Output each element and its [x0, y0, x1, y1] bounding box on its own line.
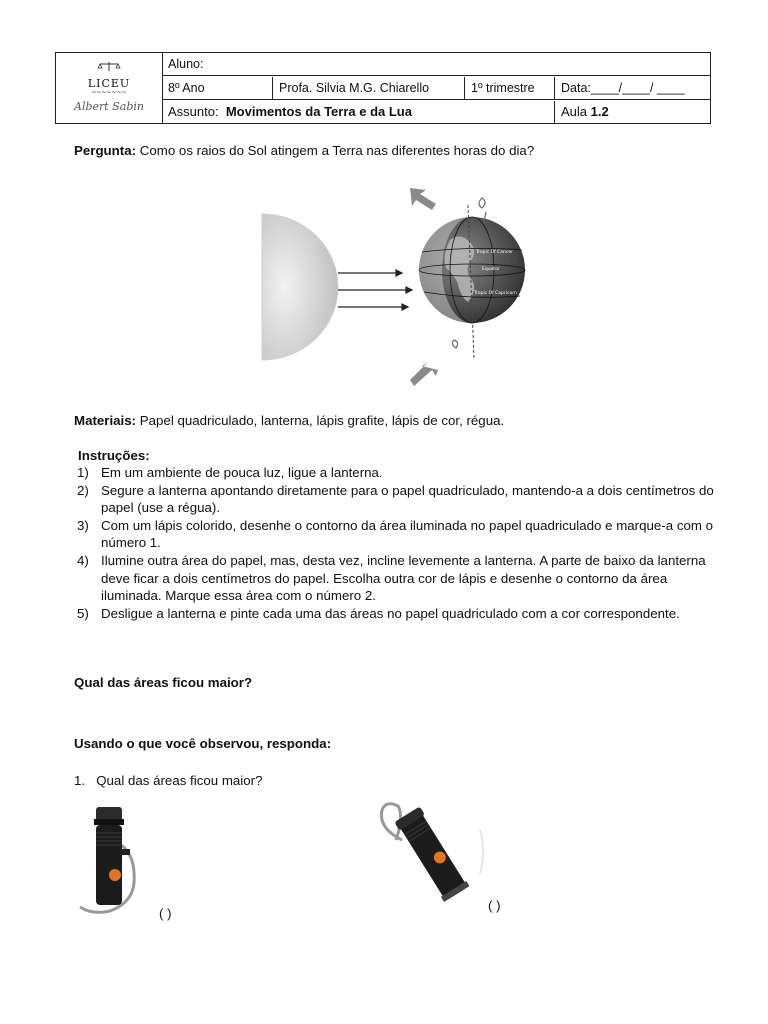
instruction-item: 1) Em um ambiente de pouca luz, ligue a lanterna.: [77, 465, 383, 480]
materiais-label: Materiais:: [74, 413, 137, 428]
sun-half-sphere: [262, 214, 338, 360]
header-table: [55, 52, 711, 124]
instructions-list: [74, 464, 714, 622]
aluno-label: Aluno:: [168, 57, 204, 71]
data-cell: Data:____/____/ ____: [554, 77, 712, 99]
flashlight-tilted-image: [372, 800, 492, 910]
assunto-cell: [162, 101, 554, 124]
label-tropic-capricorn: Tropic Of Capricorn: [474, 291, 517, 296]
instruction-item: 4) Ilumine outra área do papel, mas, desta vez, incline levemente a lanterna. A parte de baixo da lanterna deve ficar a dois centímetros do papel. Escolha outra cor de lápis e desenhe o contorno da área iluminada. Marque essa área com o número 2.: [77, 552, 706, 604]
aula-value: 1.2: [590, 104, 609, 119]
materiais-text: Papel quadriculado, lanterna, lápis grafite, lápis de cor, régua.: [136, 413, 505, 428]
sun-earth-illustration: [250, 180, 550, 395]
school-logo: [56, 59, 162, 113]
question-1-text: Qual das áreas ficou maior?: [96, 773, 263, 788]
scales-icon: [97, 62, 121, 72]
label-equator: Equator: [482, 267, 500, 272]
answer-box-1[interactable]: ( ): [159, 906, 172, 921]
instruction-item: 5) Desligue a lanterna e pinte cada uma das áreas no papel quadriculado com a cor correspondente.: [77, 605, 680, 621]
instruction-item: 2) Segure a lanterna apontando diretamente para o papel quadriculado, mantendo-a a dois centímetros do papel (use a régua).: [77, 482, 714, 516]
label-tropic-cancer: Tropic Of Cancer: [476, 250, 514, 255]
earth-globe: [419, 198, 525, 360]
pergunta-label: Pergunta:: [74, 143, 137, 158]
header-row-info: [162, 77, 710, 100]
pergunta: [74, 142, 534, 160]
answer-box-2[interactable]: ( ): [488, 898, 501, 913]
question-heading: Qual das áreas ficou maior?: [74, 675, 253, 690]
logo-cell: [56, 53, 163, 123]
question-1-number: 1.: [74, 773, 86, 788]
logo-subtitle: Albert Sabin: [74, 100, 144, 113]
logo-ornament: ~~~~~~~: [91, 89, 127, 96]
sun-rays: [338, 270, 412, 310]
materiais: [74, 412, 504, 430]
instrucoes-title: Instruções:: [78, 448, 150, 463]
assunto-value: Movimentos da Terra e da Lua: [225, 104, 412, 119]
trimestre-cell: 1º trimestre: [464, 77, 554, 99]
pergunta-text: Como os raios do Sol atingem a Terra nas diferentes horas do dia?: [136, 143, 535, 158]
usando-heading: Usando o que você observou, responda:: [74, 736, 332, 751]
question-1: [74, 772, 262, 790]
assunto-label: Assunto:: [168, 104, 219, 119]
instruction-item: 3) Com um lápis colorido, desenhe o contorno da área iluminada no papel quadriculado e marque-a com o número 1.: [77, 517, 714, 551]
header-row-aluno: [162, 53, 710, 76]
flashlight-upright-image: [78, 803, 148, 915]
logo-name: LICEU: [87, 77, 131, 90]
professora-cell: Profa. Silvia M.G. Chiarello: [272, 77, 464, 99]
aula-label: Aula: [561, 104, 588, 119]
ano-cell: 8º Ano: [168, 81, 205, 95]
header-row-assunto: [162, 101, 710, 124]
aula-cell: [554, 101, 712, 124]
